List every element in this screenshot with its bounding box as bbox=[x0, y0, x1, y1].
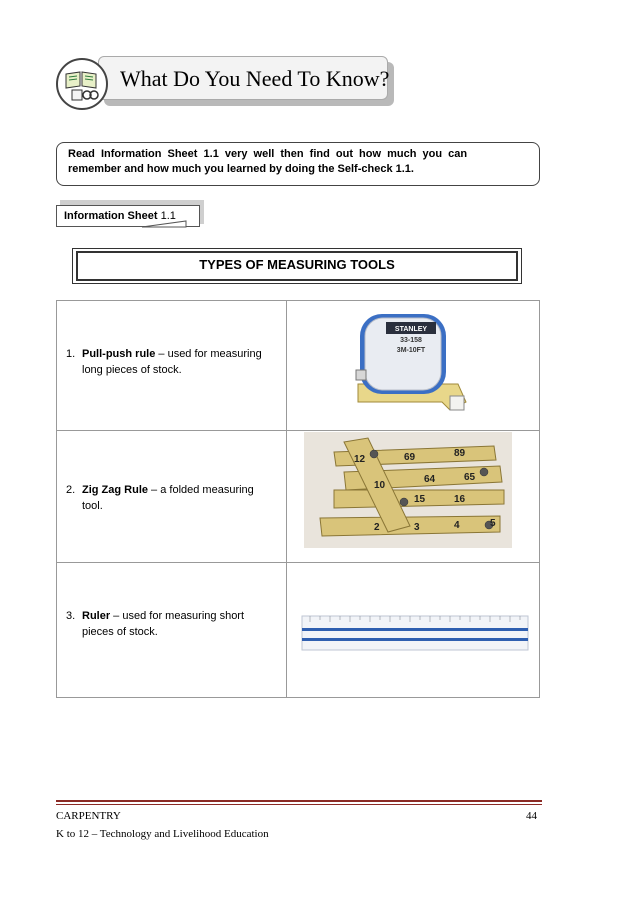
svg-text:2: 2 bbox=[374, 522, 380, 533]
svg-text:10: 10 bbox=[374, 480, 386, 491]
tape-measure-image bbox=[350, 306, 480, 416]
footer-rule-thin bbox=[56, 804, 542, 805]
svg-text:4: 4 bbox=[454, 520, 460, 531]
tape-size-text: 3M-10FT bbox=[396, 347, 426, 354]
table-column-divider bbox=[286, 300, 287, 698]
item-desc-cont: long pieces of stock. bbox=[82, 364, 182, 376]
tape-brand-text: STANLEY bbox=[394, 326, 428, 333]
svg-text:65: 65 bbox=[464, 472, 476, 483]
svg-text:5: 5 bbox=[490, 518, 496, 529]
item-number: 1. bbox=[66, 348, 76, 360]
table-row bbox=[66, 608, 276, 640]
table-row-divider bbox=[56, 562, 540, 563]
page-number: 44 bbox=[526, 810, 537, 822]
instruction-line-2: remember and how much you learned by doing the Self-check 1.1. bbox=[68, 163, 414, 175]
item-number: 3. bbox=[66, 610, 76, 622]
svg-text:89: 89 bbox=[454, 448, 466, 459]
item-desc: – used for measuring bbox=[155, 348, 262, 360]
table-row-divider bbox=[56, 430, 540, 431]
item-desc-cont: tool. bbox=[82, 500, 103, 512]
info-sheet-number: 1.1 bbox=[160, 210, 176, 222]
tape-model-text: 33-158 bbox=[400, 337, 422, 344]
svg-text:69: 69 bbox=[404, 452, 416, 463]
item-desc: – used for measuring short bbox=[110, 610, 245, 622]
ruler-image bbox=[300, 610, 530, 656]
tab-pointer-icon bbox=[140, 220, 190, 234]
svg-text:3: 3 bbox=[414, 522, 420, 533]
page-title: What Do You Need To Know? bbox=[120, 66, 390, 91]
info-sheet-label bbox=[64, 210, 176, 222]
footer-subject: CARPENTRY bbox=[56, 810, 121, 822]
svg-text:15: 15 bbox=[414, 494, 426, 505]
item-number: 2. bbox=[66, 484, 76, 496]
footer-rule bbox=[56, 800, 542, 802]
section-title: TYPES OF MEASURING TOOLS bbox=[199, 257, 395, 272]
item-desc: – a folded measuring bbox=[148, 484, 254, 496]
instruction-line-1: Read Information Sheet 1.1 very well then find out how much you can bbox=[68, 148, 468, 160]
table-row bbox=[66, 346, 276, 378]
item-name: Pull-push rule bbox=[82, 348, 156, 360]
info-sheet-label-text: Information Sheet bbox=[64, 210, 158, 222]
svg-text:64: 64 bbox=[424, 474, 436, 485]
book-reader-icon bbox=[56, 58, 108, 110]
svg-text:12: 12 bbox=[354, 454, 366, 465]
footer-program: K to 12 – Technology and Livelihood Education bbox=[56, 828, 269, 840]
item-name: Ruler bbox=[82, 610, 111, 622]
svg-text:16: 16 bbox=[454, 494, 466, 505]
item-desc-cont: pieces of stock. bbox=[82, 626, 158, 638]
folding-rule-image bbox=[304, 432, 512, 548]
item-name: Zig Zag Rule bbox=[82, 484, 148, 496]
table-row bbox=[66, 482, 276, 514]
